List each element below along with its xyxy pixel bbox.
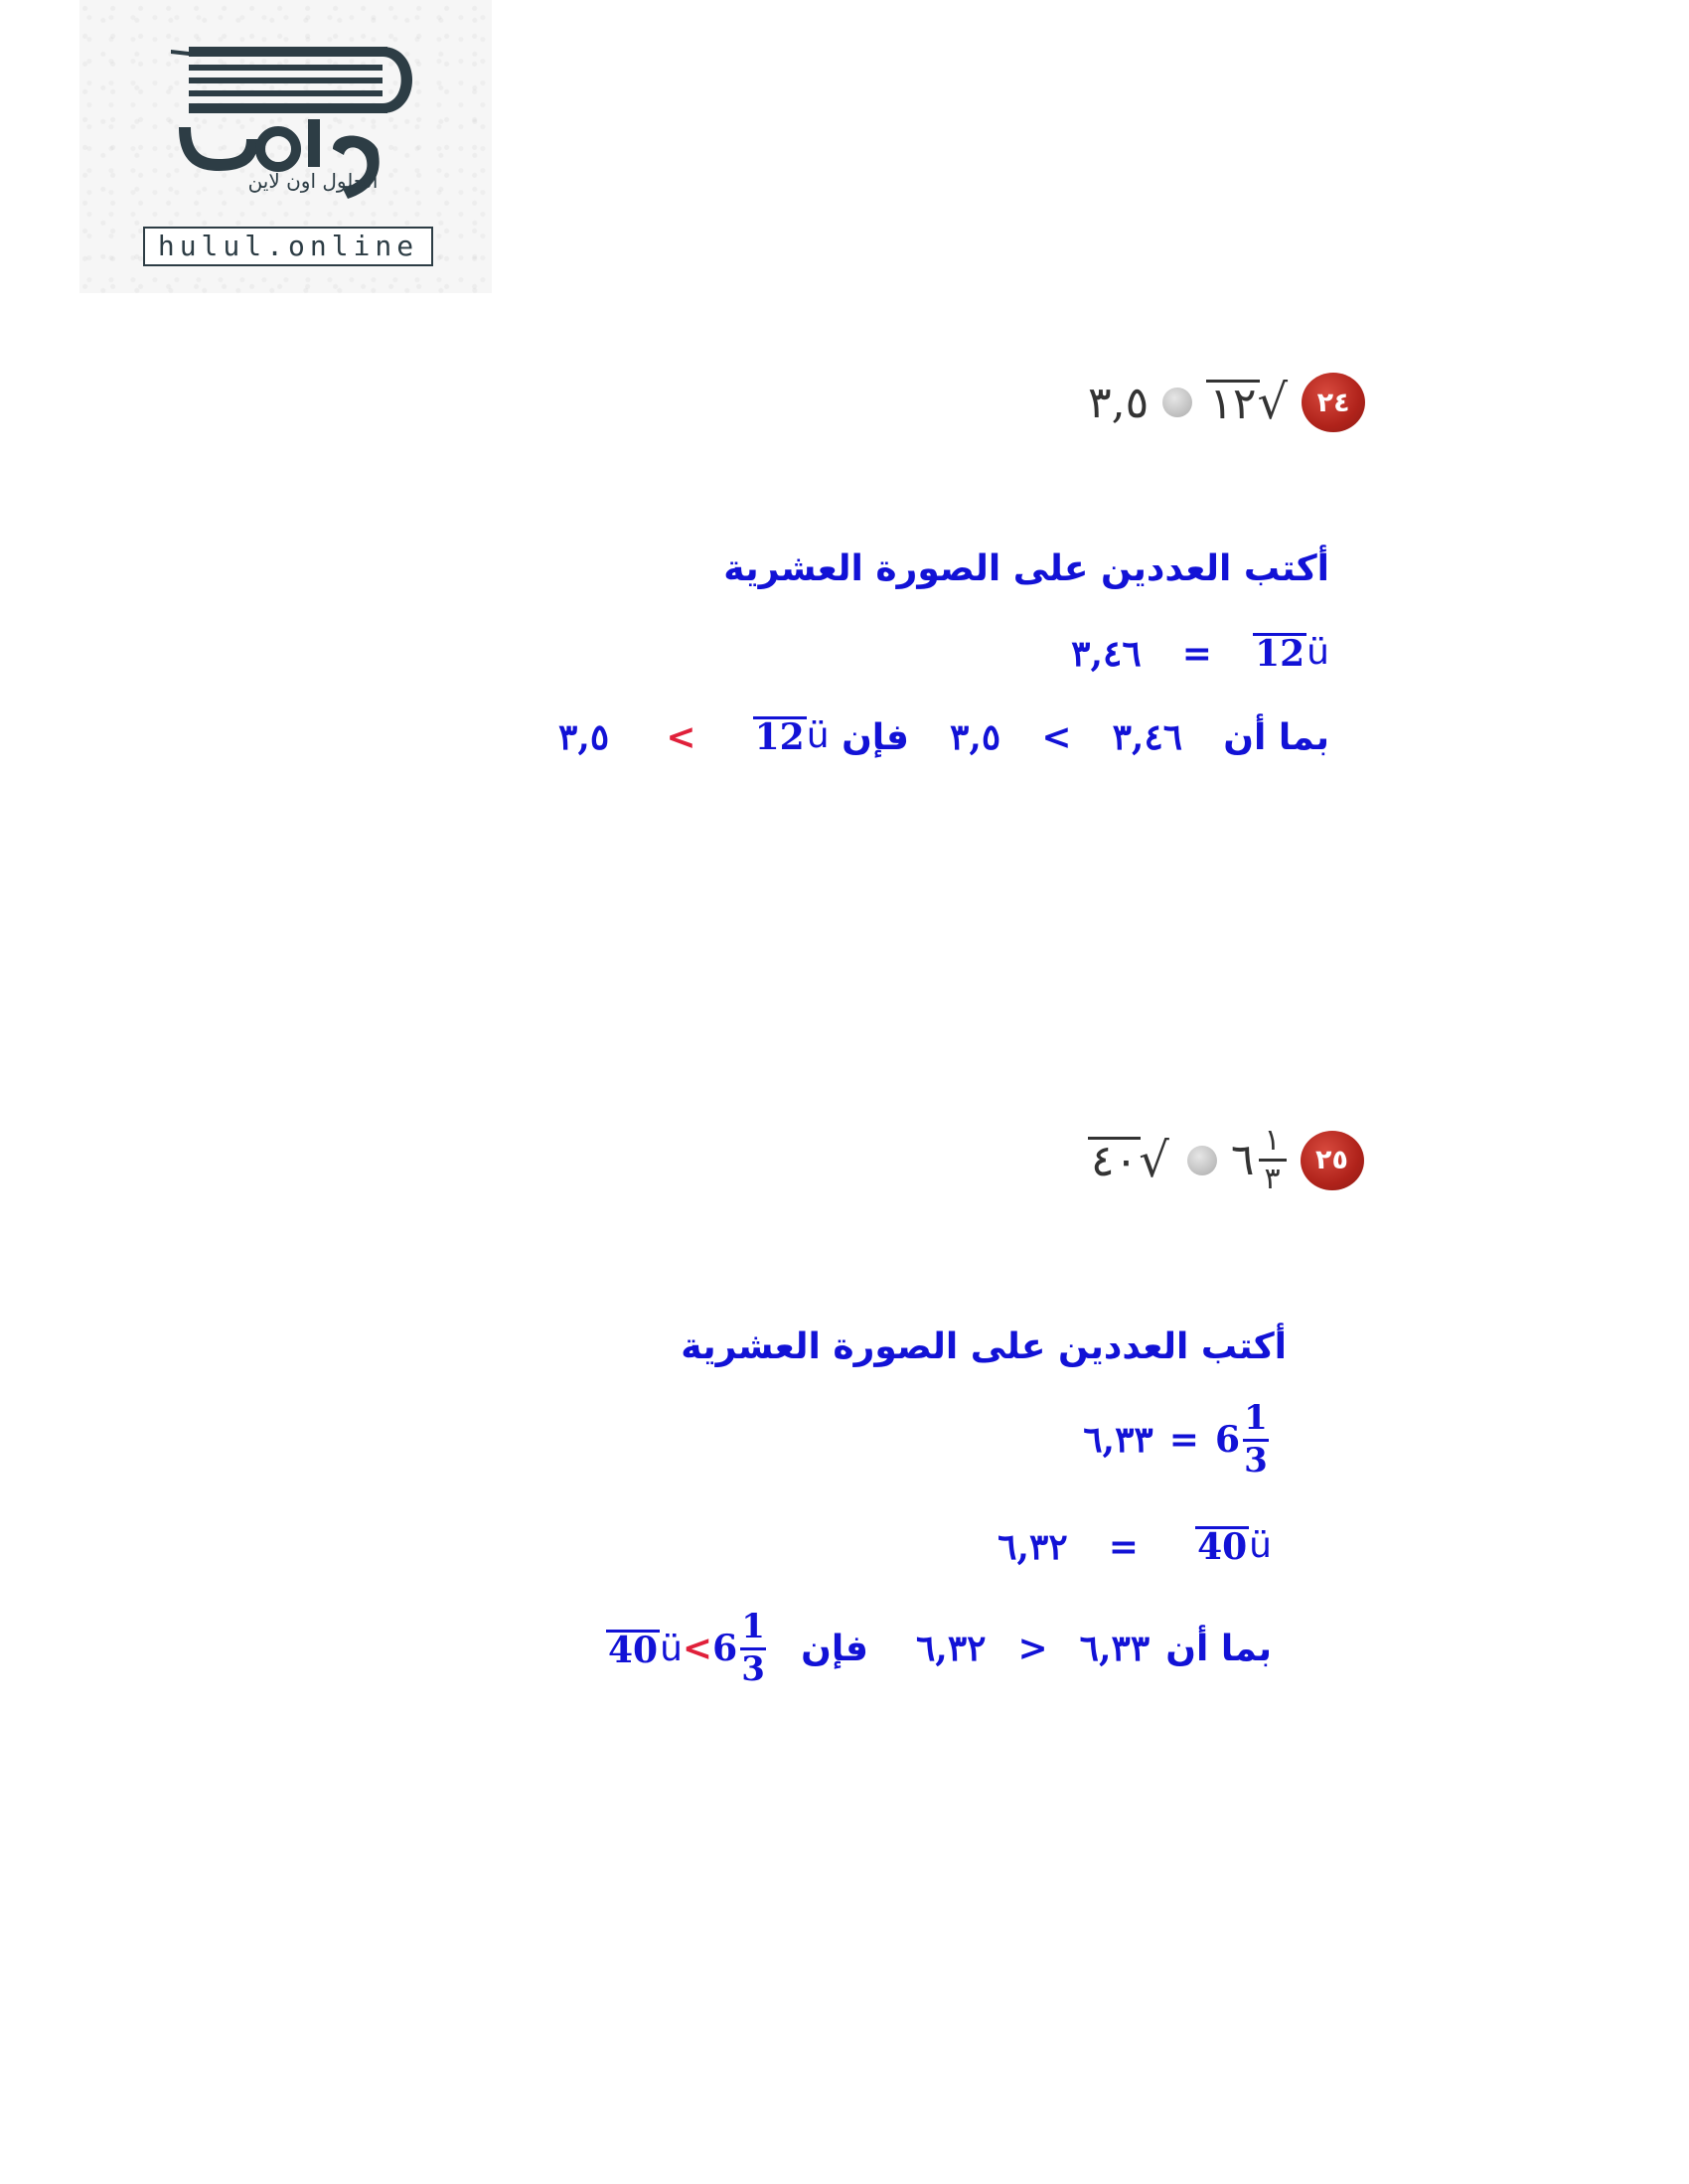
since-prefix: بما أن bbox=[1165, 1628, 1272, 1669]
problem-25-line1 bbox=[1083, 1398, 1272, 1481]
result-sign: < bbox=[682, 1628, 713, 1670]
problem-24-radicand: ١٢ bbox=[1206, 380, 1259, 426]
radicand: 12 bbox=[754, 716, 805, 758]
problem-24-badge: ٢٤ bbox=[1302, 373, 1365, 432]
problem-24-line2 bbox=[558, 715, 1329, 758]
radical-sign-icon: √ bbox=[1139, 1132, 1173, 1188]
radicand: 40 bbox=[1197, 1526, 1248, 1568]
problem-25-line3 bbox=[606, 1607, 1272, 1689]
problem-25-radicand: ٤٠ bbox=[1088, 1137, 1141, 1183]
problem-24-header bbox=[1088, 370, 1365, 435]
problem-24-line1 bbox=[1071, 632, 1329, 675]
compare-b: ٦,٣٢ bbox=[915, 1628, 987, 1670]
result-sign: < bbox=[666, 716, 696, 758]
problem-25-line2 bbox=[998, 1525, 1272, 1568]
mixed-whole: 6 bbox=[712, 1628, 738, 1670]
problem-25-header bbox=[1088, 1118, 1364, 1202]
radical-glyph-icon: ü bbox=[1306, 632, 1329, 673]
problem-25-whole: ٦ bbox=[1230, 1135, 1255, 1185]
problem-25-radical bbox=[1088, 1132, 1173, 1188]
fraction-numerator: 1 bbox=[1244, 1398, 1268, 1438]
problem-25-badge: ٢٥ bbox=[1301, 1131, 1364, 1190]
fraction-denominator: 3 bbox=[741, 1648, 765, 1689]
logo bbox=[79, 0, 492, 293]
radical-glyph-icon: ü bbox=[660, 1628, 683, 1669]
problem-25-instruction: أكتب العددين على الصورة العشرية bbox=[681, 1326, 1287, 1367]
decimal-value: ٦,٣٢ bbox=[998, 1526, 1068, 1568]
compare-a: ٣,٤٦ bbox=[1112, 716, 1183, 758]
logo-domain: hulul.online bbox=[143, 227, 433, 266]
fraction bbox=[740, 1607, 766, 1689]
decimal-value: ٣,٤٦ bbox=[1071, 633, 1142, 675]
compare-dot-icon bbox=[1187, 1146, 1217, 1175]
problem-25-line3-radical bbox=[606, 1629, 683, 1669]
compare-b: ٣,٥ bbox=[950, 716, 1001, 758]
compare-sign: > bbox=[1017, 1628, 1048, 1670]
since-prefix: بما أن bbox=[1223, 717, 1329, 758]
radicand: 12 bbox=[1255, 633, 1305, 675]
compare-dot-icon bbox=[1162, 388, 1192, 417]
problem-24-instruction: أكتب العددين على الصورة العشرية bbox=[723, 548, 1329, 589]
compare-sign: < bbox=[1041, 716, 1072, 758]
decimal-value: ٦,٣٣ bbox=[1083, 1419, 1153, 1462]
fraction bbox=[1243, 1398, 1269, 1481]
equals-sign: = bbox=[1168, 1419, 1199, 1462]
result-value: ٣,٥ bbox=[558, 716, 610, 758]
equals-sign: = bbox=[1108, 1526, 1139, 1568]
radicand: 40 bbox=[607, 1629, 659, 1671]
then-word: فإن bbox=[801, 1628, 868, 1669]
mixed-number bbox=[1214, 1398, 1272, 1481]
then-word: فإن bbox=[842, 717, 909, 758]
problem-24-line1-radical bbox=[1253, 632, 1329, 673]
mixed-whole: 6 bbox=[1214, 1419, 1240, 1462]
equals-sign: = bbox=[1181, 633, 1212, 675]
problem-24-line2-radical bbox=[753, 715, 830, 756]
radical-glyph-icon: ü bbox=[806, 715, 830, 756]
fraction-denominator: ٣ bbox=[1264, 1162, 1281, 1196]
fraction-numerator: ١ bbox=[1264, 1123, 1281, 1158]
problem-24-right-value: ٣,٥ bbox=[1088, 377, 1150, 428]
fraction-numerator: 1 bbox=[741, 1607, 765, 1646]
radical-glyph-icon: ü bbox=[1249, 1525, 1272, 1566]
logo-subtitle: الحلول اون لاين bbox=[247, 169, 379, 193]
problem-25-fraction bbox=[1259, 1123, 1287, 1196]
mixed-number bbox=[712, 1607, 769, 1689]
fraction-denominator: 3 bbox=[1244, 1440, 1268, 1481]
compare-a: ٦,٣٣ bbox=[1079, 1628, 1151, 1670]
radical-sign-icon: √ bbox=[1257, 375, 1293, 430]
problem-24-radical bbox=[1206, 375, 1293, 430]
problem-25-line2-radical bbox=[1195, 1525, 1272, 1566]
